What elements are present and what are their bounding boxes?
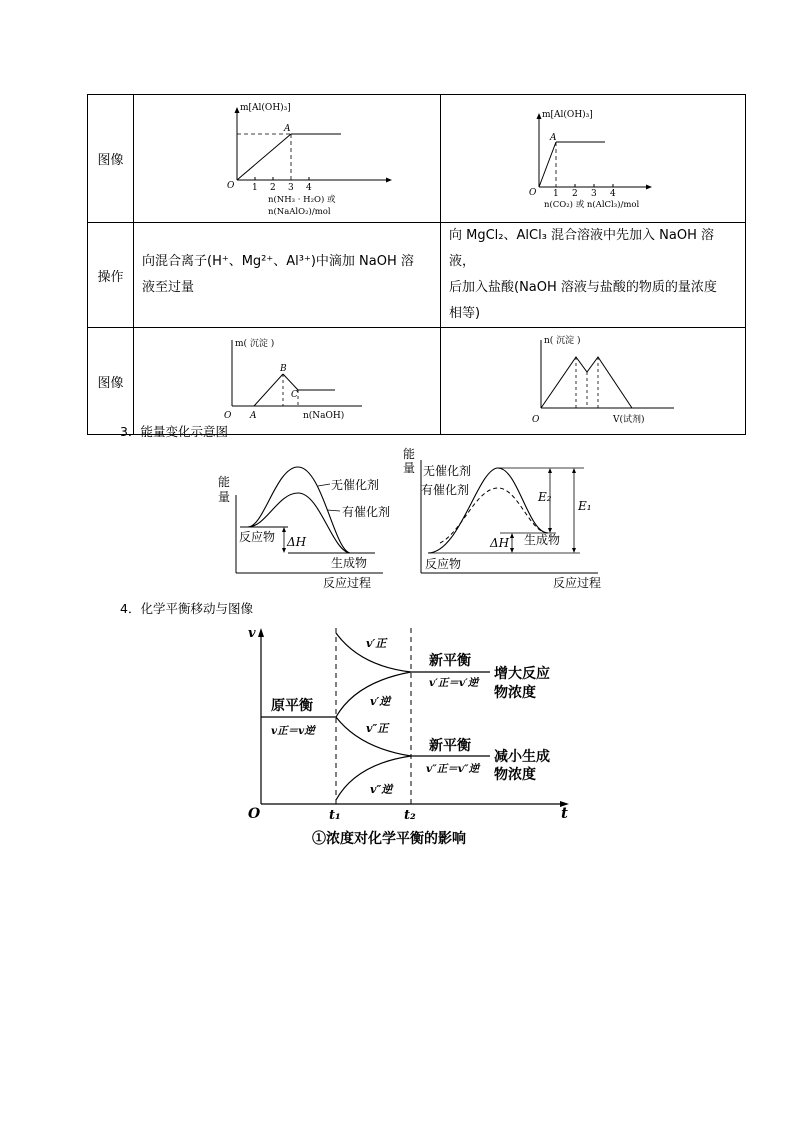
rate-label: v′正 [366,637,387,650]
delta-h-label: ΔH [287,535,307,549]
point-label-a: A [284,124,291,134]
table-row [88,328,746,435]
graph-cell [134,328,441,435]
graph-precipitate-vs-naoh [134,328,439,430]
table-row [88,95,746,223]
energy-diagram-2 [403,446,601,590]
tick-label: 4 [306,183,312,193]
operation-text: 相等) [449,306,481,321]
operation-text: 向 MgCl₂、AlCl₃ 混合溶液中先加入 NaOH 溶液， [449,228,715,269]
section-heading: 4．化学平衡移动与图像 [120,601,253,616]
axis-label: 反应过程 [553,576,602,590]
product-label: 生成物 [331,556,368,570]
origin-label: O [248,806,261,822]
new-equilibrium-relation: v′正＝v′逆 [429,677,479,689]
operation-text: 液至过量 [142,280,195,295]
reactant-label: 反应物 [425,557,462,571]
tick-label: 2 [572,189,578,199]
tick-label: 1 [553,189,559,199]
tick-label: 3 [288,183,294,193]
point-label-b: B [280,364,287,374]
x-axis-label: V(试剂) [613,415,645,425]
condition-label: 增大反应 [494,666,550,682]
energy-diagram-1 [218,467,390,590]
operation-cell [441,223,746,328]
curve-label: 有催化剂 [421,483,470,497]
row-label: 图像 [88,95,134,223]
y-axis-label: m[Al(OH)₃] [240,103,291,113]
operation-cell [134,223,441,328]
condition-label: 物浓度 [494,685,536,701]
rate-label: v″逆 [370,783,393,796]
original-equilibrium-relation: v正＝v逆 [271,725,315,737]
tick-label: 4 [610,189,616,199]
reactant-label: 反应物 [239,530,276,544]
energy-diagrams [0,440,794,590]
tick-label: 3 [591,189,597,199]
section-heading: 3．能量变化示意图 [120,424,228,439]
product-label: 生成物 [524,533,561,547]
curve-label: 无催化剂 [423,464,472,478]
axis-label: 量 [403,461,416,475]
graph-cell [441,95,746,223]
graph-cell [441,328,746,435]
rate-label: v′逆 [370,695,391,708]
diagram-caption: ①浓度对化学平衡的影响 [312,831,466,847]
new-equilibrium-relation: v″正＝v″逆 [426,763,480,775]
axis-label: 反应过程 [323,576,372,590]
operation-text: 向混合离子(H⁺、Mg²⁺、Al³⁺)中滴加 NaOH 溶 [142,254,414,269]
original-equilibrium-label: 原平衡 [271,698,313,714]
x-axis-label: n(NH₃ · H₂O) 或 [268,195,336,205]
y-axis-label: n( 沉淀 ) [544,336,581,346]
y-axis-label: m[Al(OH)₃] [542,110,593,120]
e2-label: E₂ [538,490,552,504]
x-axis-label: t [561,804,568,822]
condition-label: 物浓度 [494,767,536,783]
tick-label: 1 [252,183,258,193]
reference-table [87,94,746,435]
equilibrium-shift-diagram [0,620,794,855]
rate-label: v″正 [366,722,389,735]
x-axis-label: n(NaOH) [303,411,345,421]
operation-text: 后加入盐酸(NaOH 溶液与盐酸的物质的量浓度 [449,280,717,295]
e1-label: E₁ [578,499,592,513]
axis-label: 能 [218,475,231,489]
x-axis-label: n(NaAlO₂)/mol [268,207,331,217]
x-axis-label: n(CO₂) 或 n(AlCl₃)/mol [544,200,640,210]
tick-label: 2 [270,183,276,193]
graph-aloh3-vs-co2 [441,95,744,218]
axis-label: 能 [403,447,416,461]
origin-label: O [529,188,537,198]
new-equilibrium-label: 新平衡 [429,738,471,754]
point-label-a: A [250,411,257,421]
curve-label: 无催化剂 [331,478,380,492]
origin-label: O [224,411,232,421]
table-row [88,223,746,328]
row-label: 图像 [88,328,134,435]
t2-label: t₂ [404,808,416,823]
point-label-c: C [291,390,298,400]
y-axis-label: v [248,626,256,641]
origin-label: O [227,181,235,191]
graph-aloh3-vs-nh3 [134,95,439,218]
graph-precipitate-vs-reagent [441,328,744,430]
axis-label: 量 [218,490,231,504]
origin-label: O [532,415,540,425]
delta-h-label: ΔH [490,536,510,550]
y-axis-label: m( 沉淀 ) [235,339,275,349]
t1-label: t₁ [329,808,341,823]
graph-cell [134,95,441,223]
curve-label: 有催化剂 [342,505,391,519]
point-label-a: A [550,133,557,143]
new-equilibrium-label: 新平衡 [429,653,471,669]
condition-label: 减小生成 [494,749,550,765]
row-label: 操作 [88,223,134,328]
